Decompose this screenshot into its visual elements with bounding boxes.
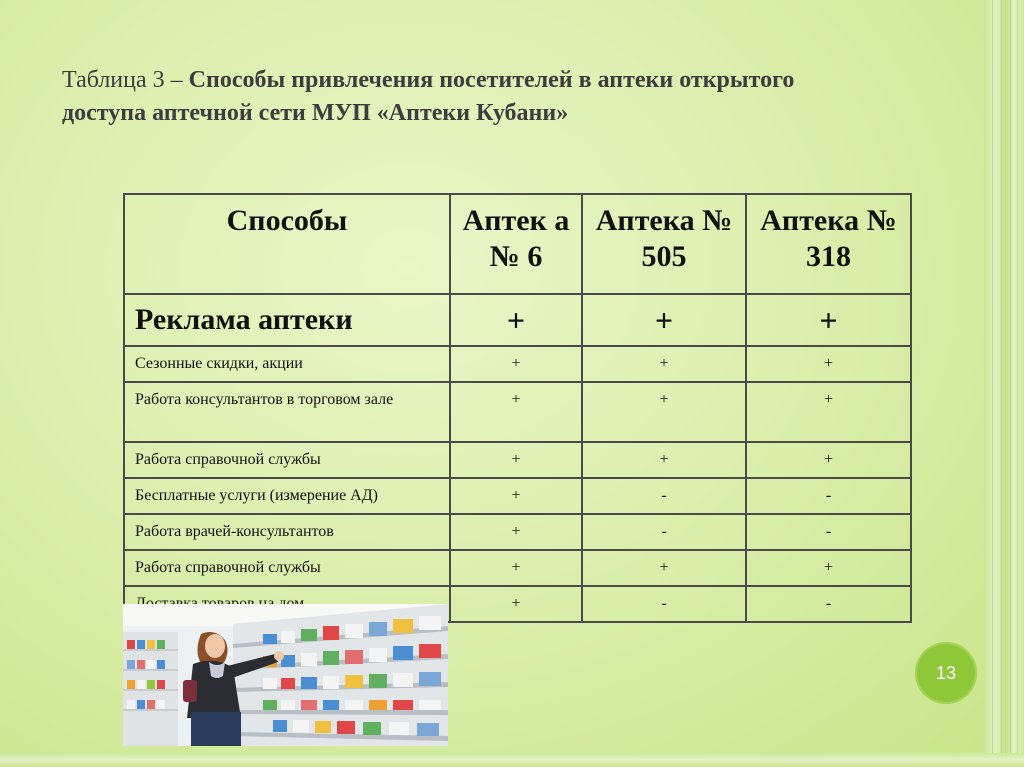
table-header-row <box>124 194 911 294</box>
row-value: + <box>450 294 582 346</box>
row-value: + <box>746 294 911 346</box>
header-pharmacy-6: Аптек а № 6 <box>450 194 582 294</box>
header-pharmacy-505: Аптека № 505 <box>582 194 746 294</box>
row-method: Работа консультантов в торговом зале <box>124 382 450 442</box>
title-prefix: Таблица 3 – <box>62 67 189 93</box>
row-value: - <box>582 478 746 514</box>
slide-number-badge <box>915 642 977 704</box>
header-methods: Способы <box>124 194 450 294</box>
row-value: - <box>746 586 911 622</box>
row-value: + <box>746 382 911 442</box>
row-value: + <box>450 346 582 382</box>
row-value: + <box>746 442 911 478</box>
row-method: Работа справочной службы <box>124 442 450 478</box>
table-row <box>124 442 911 478</box>
header-pharmacy-318: Аптека № 318 <box>746 194 911 294</box>
row-value: + <box>582 346 746 382</box>
slide-title <box>62 64 862 130</box>
table-row <box>124 294 911 346</box>
table-row <box>124 346 911 382</box>
decorative-frame-bottom <box>0 753 1024 767</box>
row-value: + <box>746 550 911 586</box>
slide-number: 13 <box>935 662 957 683</box>
row-value: + <box>450 442 582 478</box>
pharmacy-photo <box>123 604 448 746</box>
row-value: + <box>450 514 582 550</box>
row-method: Реклама аптеки <box>124 294 450 346</box>
row-value: - <box>582 586 746 622</box>
row-value: - <box>746 514 911 550</box>
row-method: Работа справочной службы <box>124 550 450 586</box>
table-row <box>124 514 911 550</box>
row-value: + <box>450 586 582 622</box>
table-row <box>124 478 911 514</box>
row-value: + <box>450 382 582 442</box>
pharmacy-shelves-illustration <box>123 604 448 746</box>
methods-table <box>123 193 912 623</box>
row-value: + <box>450 550 582 586</box>
row-method: Сезонные скидки, акции <box>124 346 450 382</box>
table-row <box>124 550 911 586</box>
row-value: + <box>582 442 746 478</box>
decorative-frame-right <box>984 0 1024 767</box>
row-value: - <box>582 514 746 550</box>
row-method: Бесплатные услуги (измерение АД) <box>124 478 450 514</box>
title-bold: Способы привлечения посетителей в аптеки открытого доступа аптечной сети МУП «Аптеки Кубани» <box>62 67 795 126</box>
row-value: - <box>746 478 911 514</box>
row-value: + <box>582 294 746 346</box>
row-value: + <box>582 550 746 586</box>
row-method: Работа врачей-консультантов <box>124 514 450 550</box>
row-value: + <box>746 346 911 382</box>
row-value: + <box>582 382 746 442</box>
row-value: + <box>450 478 582 514</box>
table-row <box>124 382 911 442</box>
